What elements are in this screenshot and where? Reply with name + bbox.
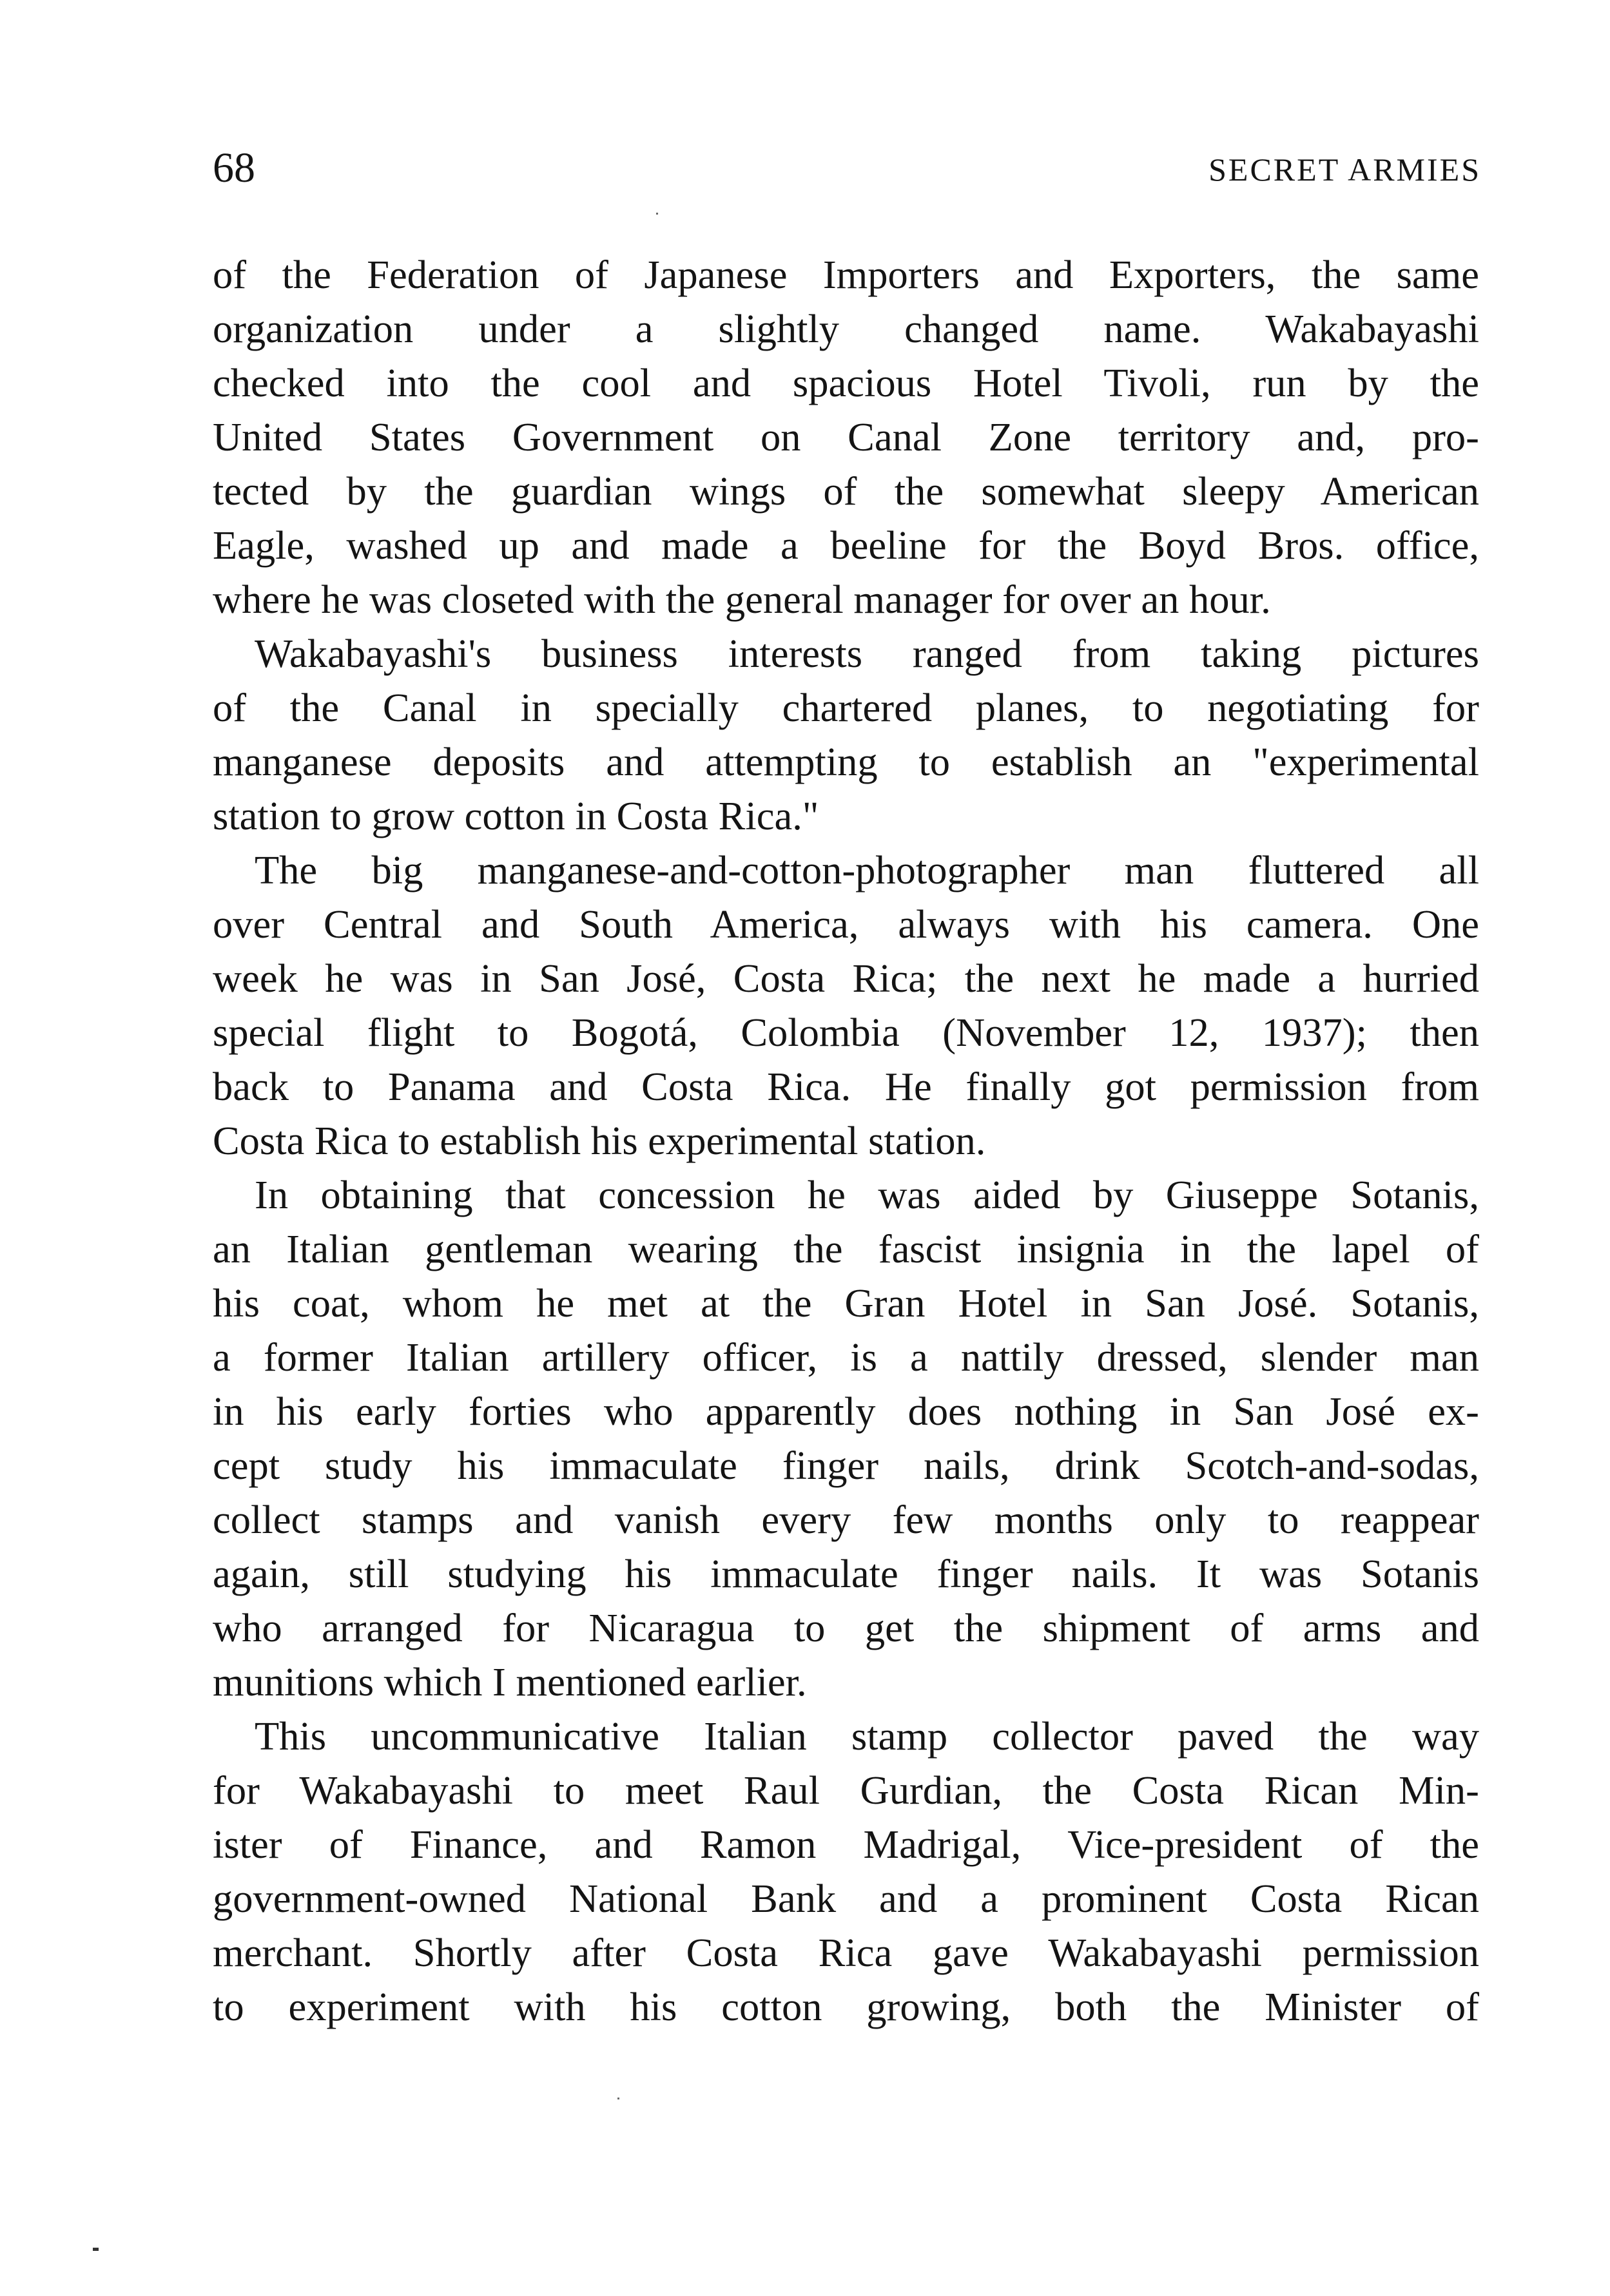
text-line: Costa Rica to establish his experimental station. xyxy=(213,1118,986,1163)
scan-speck xyxy=(656,213,658,215)
body-text xyxy=(213,247,1479,2034)
text-line: In obtaining that concession he was aided by Giuseppe Sotanis, xyxy=(255,1172,1479,1217)
text-line: merchant. Shortly after Costa Rica gave Wakabayashi permission xyxy=(213,1930,1479,1975)
scan-speck xyxy=(93,2248,99,2251)
scan-speck xyxy=(617,2098,619,2099)
paragraph-4 xyxy=(213,1168,1479,1709)
text-line: ister of Finance, and Ramon Madrigal, Vice-president of the xyxy=(213,1822,1479,1867)
paragraph-1 xyxy=(213,247,1479,626)
text-line: for Wakabayashi to meet Raul Gurdian, the Costa Rican Min- xyxy=(213,1768,1479,1813)
text-line: The big manganese-and-cotton-photographer man fluttered all xyxy=(255,847,1479,892)
text-line: of the Federation of Japanese Importers and Exporters, the same xyxy=(213,252,1479,297)
text-line: Eagle, washed up and made a beeline for the Boyd Bros. office, xyxy=(213,523,1479,568)
running-head: SECRET ARMIES xyxy=(1208,151,1481,188)
text-line: over Central and South America, always with his camera. One xyxy=(213,902,1479,947)
text-line: tected by the guardian wings of the somewhat sleepy American xyxy=(213,468,1479,514)
text-line: manganese deposits and attempting to establish an "experimental xyxy=(213,739,1479,784)
text-line: back to Panama and Costa Rica. He finally got permission from xyxy=(213,1064,1479,1109)
text-line: where he was closeted with the general manager for over an hour. xyxy=(213,577,1271,622)
text-line: United States Government on Canal Zone territory and, pro- xyxy=(213,414,1479,459)
text-line: collect stamps and vanish every few months only to reappear xyxy=(213,1497,1479,1542)
text-line: special flight to Bogotá, Colombia (November 12, 1937); then xyxy=(213,1010,1479,1055)
text-line: who arranged for Nicaragua to get the shipment of arms and xyxy=(213,1605,1479,1650)
paragraph-3 xyxy=(213,843,1479,1168)
text-line: station to grow cotton in Costa Rica." xyxy=(213,793,819,838)
paragraph-5 xyxy=(213,1709,1479,2034)
text-line: of the Canal in specially chartered planes, to negotiating for xyxy=(213,685,1479,730)
text-line: in his early forties who apparently does nothing in San José ex- xyxy=(213,1389,1479,1434)
text-line: week he was in San José, Costa Rica; the next he made a hurried xyxy=(213,956,1479,1001)
text-line: organization under a slightly changed name. Wakabayashi xyxy=(213,306,1479,351)
text-line: government-owned National Bank and a prominent Costa Rican xyxy=(213,1876,1479,1921)
text-line: a former Italian artillery officer, is a nattily dressed, slender man xyxy=(213,1335,1479,1380)
text-line: Wakabayashi's business interests ranged from taking pictures xyxy=(255,631,1479,676)
page-number: 68 xyxy=(213,144,255,191)
text-line: his coat, whom he met at the Gran Hotel in San José. Sotanis, xyxy=(213,1280,1479,1326)
text-line: cept study his immaculate finger nails, drink Scotch-and-sodas, xyxy=(213,1443,1479,1488)
text-line: This uncommunicative Italian stamp collector paved the way xyxy=(255,1713,1479,1759)
text-line: to experiment with his cotton growing, both the Minister of xyxy=(213,1984,1479,2029)
text-line: an Italian gentleman wearing the fascist insignia in the lapel of xyxy=(213,1226,1479,1271)
text-line: again, still studying his immaculate finger nails. It was Sotanis xyxy=(213,1551,1479,1596)
paragraph-2 xyxy=(213,626,1479,843)
text-line: munitions which I mentioned earlier. xyxy=(213,1659,807,1704)
text-line: checked into the cool and spacious Hotel Tivoli, run by the xyxy=(213,360,1479,405)
